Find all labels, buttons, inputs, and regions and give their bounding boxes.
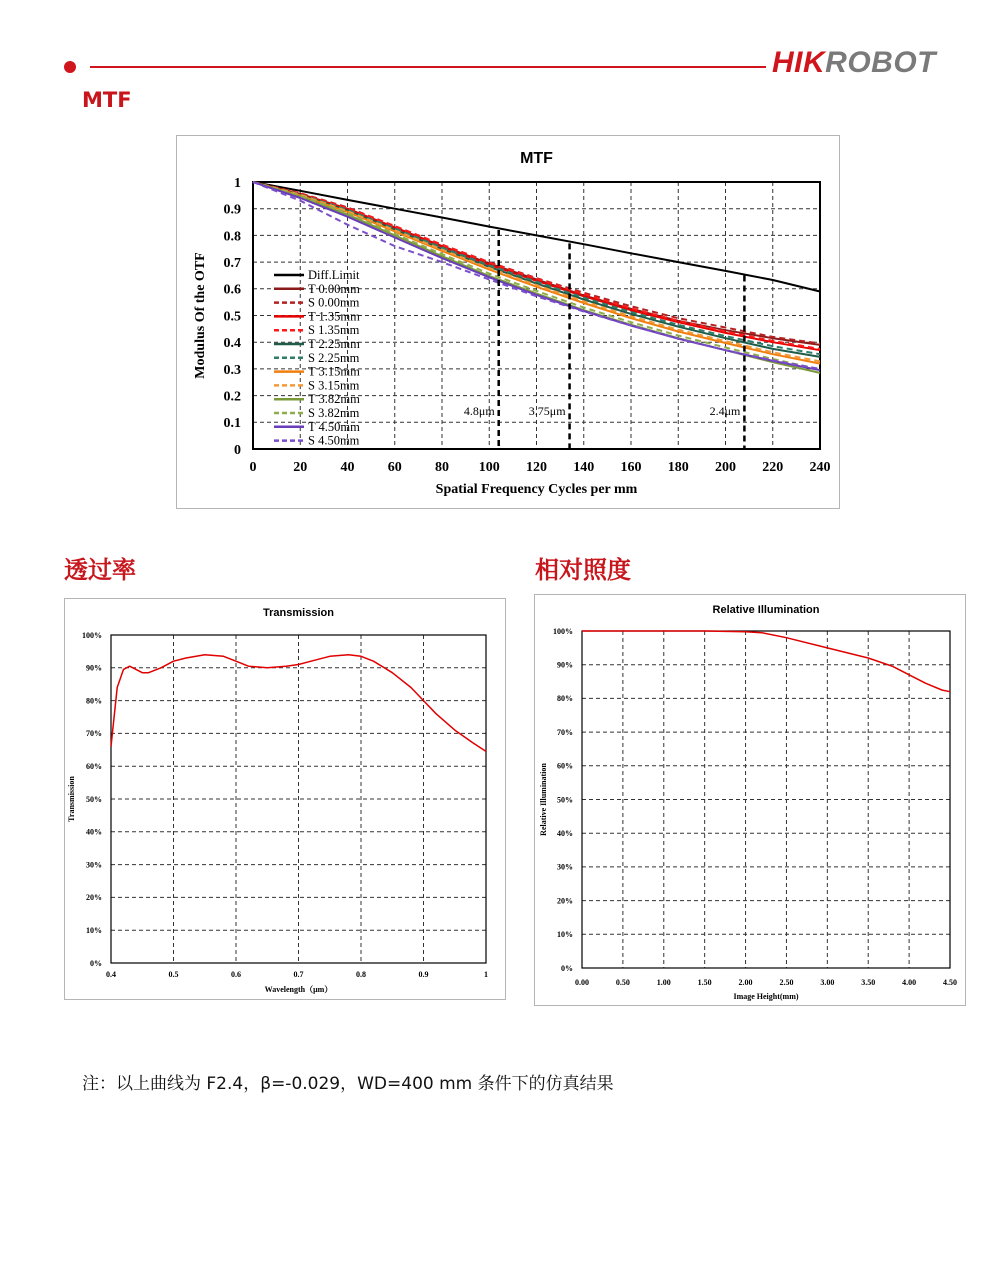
legend-label: S 3.15mm [308, 378, 360, 393]
legend-label: T 4.50mm [308, 419, 360, 434]
legend-label: T 1.35mm [308, 309, 360, 324]
y-tick-label: 60% [86, 762, 102, 771]
x-tick-label: 3.00 [820, 978, 835, 987]
y-tick-label: 1 [234, 175, 241, 191]
transmission-chart-panel [64, 598, 506, 1000]
y-tick-label: 10% [557, 930, 573, 940]
y-tick-label: 90% [557, 660, 573, 670]
y-tick-label: 0.6 [223, 282, 241, 298]
x-tick-label: 20 [293, 460, 308, 475]
transmission-chart [65, 599, 505, 999]
x-tick-label: 0.5 [168, 970, 179, 979]
x-tick-label: 4.50 [943, 978, 957, 987]
brand-logo: HIKROBOT [772, 46, 936, 79]
legend-label: Diff.Limit [308, 268, 360, 282]
chart-title: Relative Illumination [712, 604, 820, 616]
legend-label: T 2.25mm [308, 337, 360, 351]
x-tick-label: 2.50 [779, 978, 794, 987]
x-tick-label: 100 [478, 460, 500, 475]
y-tick-label: 0 [234, 442, 241, 458]
legend-label: S 3.82mm [308, 406, 360, 420]
annotation-label: 3.75μm [528, 404, 566, 418]
section-title-mtf: MTF [82, 88, 132, 112]
x-tick-label: 0.50 [615, 978, 630, 987]
x-tick-label: 0.6 [231, 970, 241, 979]
x-tick-label: 240 [809, 460, 831, 475]
x-tick-label: 1 [484, 970, 488, 979]
section-title-transmission: 透过率 [64, 556, 136, 584]
y-tick-label: 10% [86, 926, 102, 935]
y-tick-label: 0.5 [223, 309, 241, 325]
y-tick-label: 0% [561, 963, 573, 973]
y-tick-label: 60% [557, 761, 573, 771]
y-tick-label: 30% [557, 862, 573, 872]
y-tick-label: 90% [86, 663, 102, 673]
y-axis-label: Transmission [67, 776, 76, 822]
x-tick-label: 1.00 [656, 978, 671, 987]
x-tick-label: 0.4 [106, 970, 116, 979]
mtf-chart [177, 136, 839, 508]
x-tick-label: 200 [715, 460, 736, 475]
legend-label: T 3.15mm [308, 364, 360, 379]
x-tick-label: 0.00 [575, 978, 589, 987]
chart-title: Transmission [263, 607, 334, 619]
x-tick-label: 0.9 [418, 970, 429, 979]
y-tick-label: 40% [86, 827, 102, 837]
y-tick-label: 0.1 [223, 416, 241, 432]
legend-label: T 3.82mm [308, 392, 360, 407]
legend-label: T 0.00mm [308, 281, 360, 296]
illumination-chart [535, 595, 965, 1005]
legend-label: S 2.25mm [308, 350, 360, 365]
x-tick-label: 0.7 [293, 970, 304, 979]
y-tick-label: 50% [557, 795, 573, 805]
y-tick-label: 0.3 [223, 362, 241, 378]
y-tick-label: 0% [90, 958, 102, 968]
y-tick-label: 0.4 [223, 336, 241, 352]
annotation-label: 2.4μm [709, 404, 741, 418]
y-tick-label: 40% [557, 829, 573, 838]
y-tick-label: 30% [86, 860, 102, 870]
y-axis-label: Relative Illumination [539, 763, 548, 836]
x-tick-label: 0 [249, 460, 257, 475]
x-axis-label: Wavelength（μm） [264, 985, 333, 994]
y-tick-label: 80% [557, 694, 573, 704]
header-dot [64, 61, 76, 73]
y-axis-label: Modulus Of the OTF [193, 252, 208, 379]
x-tick-label: 160 [620, 460, 642, 475]
y-tick-label: 70% [557, 727, 573, 737]
y-tick-label: 20% [557, 896, 573, 906]
series-line-1 [582, 631, 950, 692]
x-tick-label: 120 [526, 460, 547, 475]
x-tick-label: 2.00 [738, 978, 753, 987]
annotation-label: 4.8μm [463, 404, 495, 418]
illumination-chart-panel [534, 594, 966, 1006]
y-tick-label: 20% [86, 893, 102, 903]
x-tick-label: 180 [667, 460, 689, 475]
y-tick-label: 50% [86, 794, 102, 804]
mtf-chart-panel [176, 135, 840, 509]
x-tick-label: 1.50 [697, 978, 712, 987]
legend-label: S 1.35mm [308, 323, 360, 338]
y-tick-label: 0.7 [223, 256, 241, 271]
x-tick-label: 220 [762, 460, 784, 475]
chart-title: MTF [520, 150, 553, 167]
y-tick-label: 80% [86, 696, 102, 706]
y-tick-label: 70% [86, 729, 102, 739]
y-tick-label: 100% [82, 630, 102, 640]
y-tick-label: 100% [553, 626, 573, 636]
x-tick-label: 4.00 [902, 978, 917, 987]
x-tick-label: 40 [340, 460, 355, 475]
x-tick-label: 80 [435, 460, 449, 475]
x-tick-label: 60 [387, 460, 402, 475]
y-tick-label: 0.2 [223, 389, 241, 405]
legend-label: S 4.50mm [308, 433, 360, 448]
footnote: 注：以上曲线为 F2.4，β=-0.029，WD=400 mm 条件下的仿真结果 [82, 1074, 614, 1094]
x-tick-label: 3.50 [861, 978, 876, 987]
x-tick-label: 140 [573, 460, 595, 475]
y-tick-label: 0.8 [223, 229, 241, 245]
legend-label: S 0.00mm [308, 295, 360, 310]
x-tick-label: 0.8 [356, 970, 366, 979]
header-rule [90, 66, 766, 68]
x-axis-label: Spatial Frequency Cycles per mm [435, 482, 638, 497]
x-axis-label: Image Height(mm) [733, 992, 799, 1001]
y-tick-label: 0.9 [223, 202, 241, 218]
section-title-illumination: 相对照度 [535, 556, 631, 584]
